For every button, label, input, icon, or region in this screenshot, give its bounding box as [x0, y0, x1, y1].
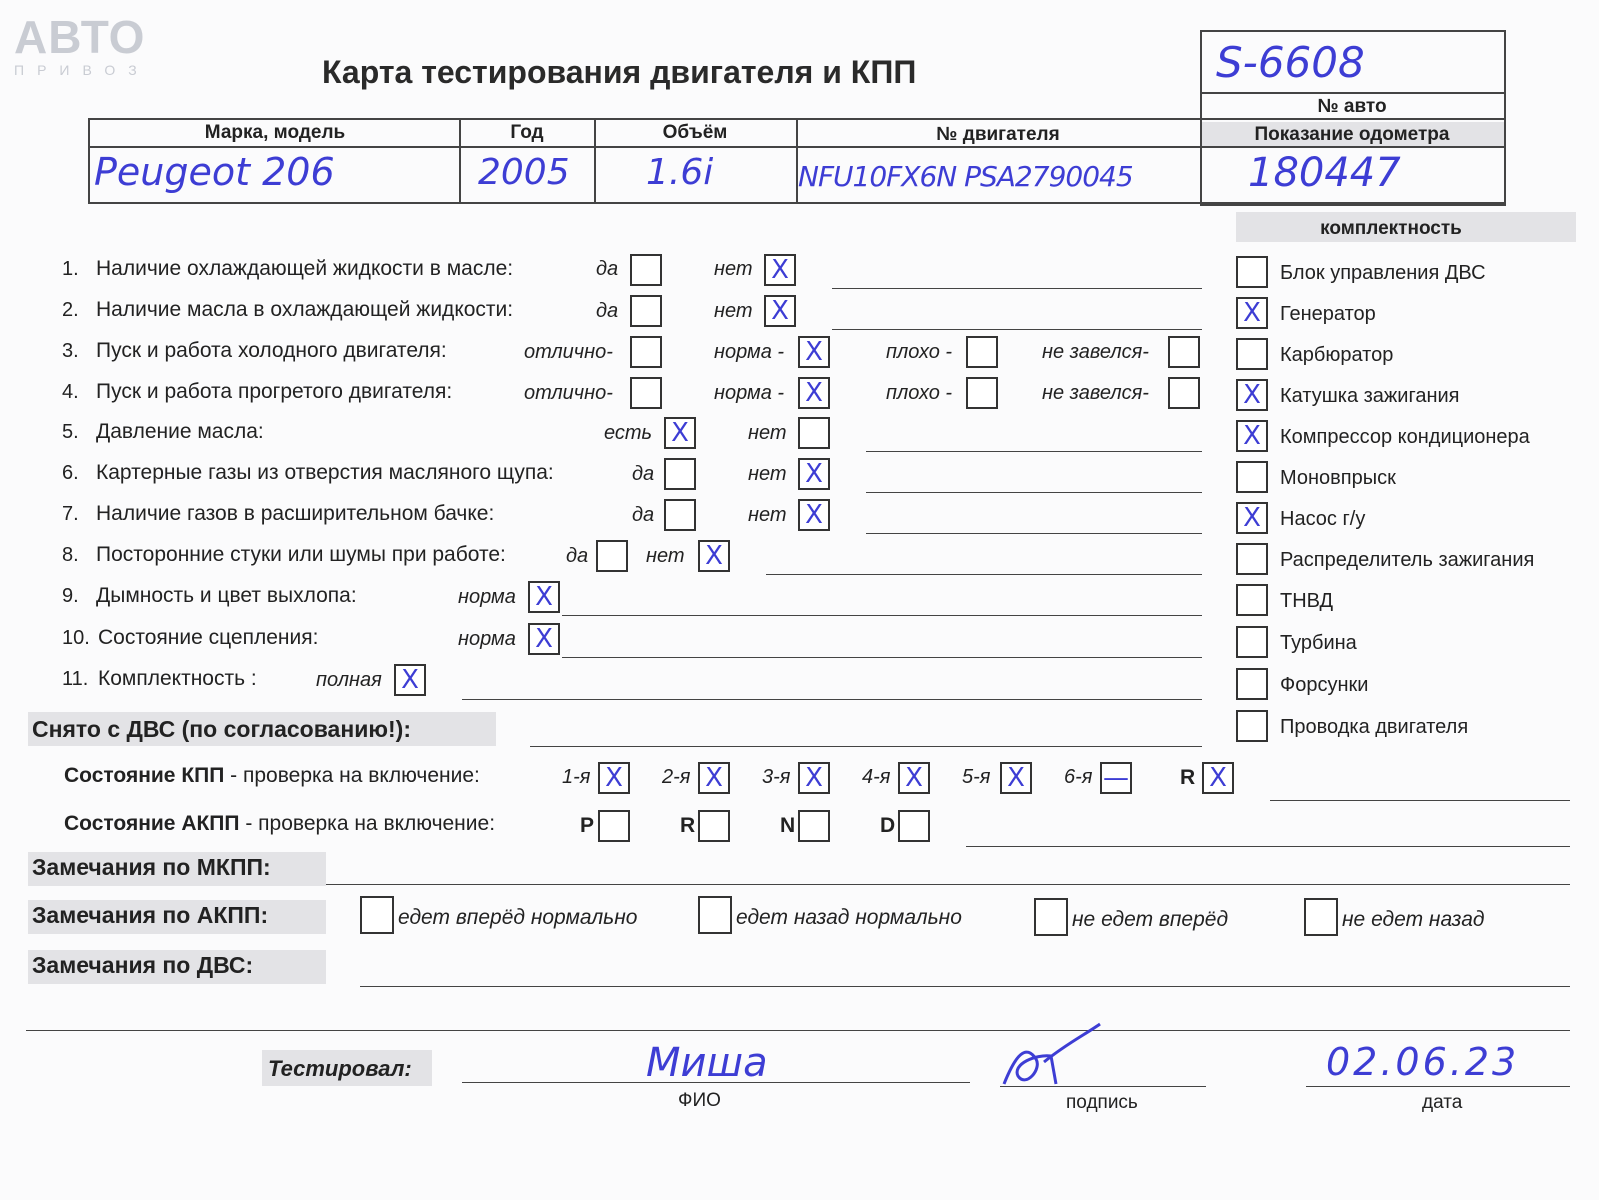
- car-number-value: S-6608: [1216, 38, 1365, 87]
- akpp-backward-ok-label: едет назад нормально: [736, 906, 962, 929]
- check-5-absent-checkbox[interactable]: [798, 417, 830, 449]
- check-3-opt-bad: плохо -: [886, 341, 953, 363]
- kpp-gear-5-label: 5-я: [962, 766, 991, 788]
- date-caption: дата: [1422, 1092, 1463, 1113]
- completeness-ps-pump-label: Насос г/у: [1280, 508, 1366, 530]
- divider: [1200, 92, 1504, 94]
- check-2-number: 2.: [62, 299, 79, 321]
- akpp-notes-line: [966, 846, 1570, 847]
- check-11-notes-line: [462, 699, 1202, 700]
- akpp-label-rest: - проверка на включение:: [239, 812, 496, 835]
- completeness-ecu-checkbox[interactable]: [1236, 256, 1268, 288]
- check-9-text: Дымность и цвет выхлопа:: [96, 584, 357, 607]
- completeness-carburetor-checkbox[interactable]: [1236, 338, 1268, 370]
- tested-label: Тестировал:: [268, 1056, 412, 1081]
- check-1-yes-checkbox[interactable]: [630, 254, 662, 286]
- check-11-text: Комплектность :: [98, 667, 257, 690]
- check-4-text: Пуск и работа прогретого двигателя:: [96, 380, 453, 403]
- check-10-notes-line: [562, 657, 1202, 658]
- completeness-carburetor-label: Карбюратор: [1280, 344, 1394, 366]
- kpp-label-rest: - проверка на включение:: [224, 764, 480, 787]
- model-value: Peugeot 206: [94, 150, 335, 194]
- check-3-no-start-checkbox[interactable]: [1168, 336, 1200, 368]
- removed-notes-line: [530, 746, 1202, 747]
- check-4-opt-excellent: отлично-: [524, 382, 613, 404]
- logo-main-text: АВТО: [14, 11, 146, 63]
- check-5-opt-present: есть: [604, 422, 653, 444]
- kpp-gear-6-label: 6-я: [1064, 766, 1093, 788]
- check-1-text: Наличие охлаждающей жидкости в масле:: [96, 257, 514, 280]
- name-caption: ФИО: [678, 1090, 721, 1111]
- completeness-mono-injection-checkbox[interactable]: [1236, 461, 1268, 493]
- check-mark: X: [1243, 503, 1261, 533]
- check-mark: X: [805, 500, 823, 530]
- check-4-opt-no-start: не завелся-: [1042, 382, 1149, 404]
- check-mark: X: [705, 763, 723, 793]
- check-mark: [1170, 338, 1198, 366]
- check-6-notes-line: [866, 492, 1202, 493]
- kpp-gear-5-checkbox[interactable]: [1000, 762, 1032, 794]
- check-mark: X: [1243, 380, 1261, 410]
- col-year-header: Год: [510, 122, 544, 143]
- kpp-notes-line: [1270, 800, 1570, 801]
- signature-caption: подпись: [1066, 1092, 1138, 1113]
- col-engine-header: № двигателя: [936, 124, 1060, 145]
- akpp-label: [64, 812, 495, 836]
- check-5-text: Давление масла:: [96, 420, 264, 443]
- completeness-injectors-checkbox[interactable]: [1236, 668, 1268, 700]
- remarks-dvs-label: Замечания по ДВС:: [32, 952, 254, 978]
- completeness-ignition-coil-label: Катушка зажигания: [1280, 385, 1460, 407]
- check-mark: [1238, 670, 1266, 698]
- check-5-present-checkbox[interactable]: [664, 417, 696, 449]
- check-mark: [1238, 586, 1266, 614]
- check-2-opt-no: нет: [714, 300, 753, 322]
- check-mark: [666, 460, 694, 488]
- check-3-text: Пуск и работа холодного двигателя:: [96, 339, 447, 362]
- completeness-fuel-pump-checkbox[interactable]: [1236, 584, 1268, 616]
- check-8-notes-line: [766, 574, 1202, 575]
- signature-image: [996, 1014, 1106, 1094]
- check-mark: [1238, 463, 1266, 491]
- check-mark: X: [401, 665, 419, 695]
- check-mark: [1238, 545, 1266, 573]
- check-9-notes-line: [562, 615, 1202, 616]
- check-8-yes-checkbox[interactable]: [596, 540, 628, 572]
- check-2-opt-yes: да: [596, 300, 619, 322]
- check-6-opt-no: нет: [748, 463, 787, 485]
- check-7-opt-no: нет: [748, 504, 787, 526]
- completeness-distributor-label: Распределитель зажигания: [1280, 549, 1535, 571]
- akpp-forward-ok-label: едет вперёд нормально: [398, 906, 638, 929]
- check-6-yes-checkbox[interactable]: [664, 458, 696, 490]
- check-mark: [1238, 258, 1266, 286]
- completeness-generator-label: Генератор: [1280, 303, 1376, 325]
- check-1-no-checkbox[interactable]: [764, 254, 796, 286]
- check-mark: —: [1103, 763, 1129, 793]
- check-5-notes-line: [866, 451, 1202, 452]
- check-mark: X: [1209, 763, 1227, 793]
- completeness-wiring-checkbox[interactable]: [1236, 710, 1268, 742]
- check-1-opt-yes: да: [596, 258, 619, 280]
- remarks-mkpp-label: Замечания по МКПП:: [32, 854, 271, 880]
- check-mark: X: [705, 541, 723, 571]
- check-mark: X: [1243, 421, 1261, 451]
- check-mark: [1170, 379, 1198, 407]
- check-2-yes-checkbox[interactable]: [630, 295, 662, 327]
- check-7-number: 7.: [62, 503, 79, 525]
- check-1-notes-line: [832, 288, 1202, 289]
- check-mark: [1238, 340, 1266, 368]
- check-mark: X: [805, 337, 823, 367]
- akpp-n-checkbox[interactable]: [798, 810, 830, 842]
- year-value: 2005: [478, 152, 570, 193]
- check-4-opt-bad: плохо -: [886, 382, 953, 404]
- check-7-notes-line: [866, 533, 1202, 534]
- kpp-gear-r-checkbox[interactable]: [1202, 762, 1234, 794]
- completeness-turbine-checkbox[interactable]: [1236, 626, 1268, 658]
- akpp-backward-ok-checkbox[interactable]: [698, 896, 732, 934]
- check-7-opt-yes: да: [632, 504, 655, 526]
- check-3-opt-normal: норма -: [714, 341, 785, 363]
- remarks-dvs-line-2: [26, 1030, 1570, 1031]
- kpp-gear-2-checkbox[interactable]: [698, 762, 730, 794]
- check-5-opt-absent: нет: [748, 422, 787, 444]
- kpp-gear-4-label: 4-я: [862, 766, 891, 788]
- odometer-value: 180447: [1248, 150, 1401, 196]
- check-1-opt-no: нет: [714, 258, 753, 280]
- kpp-gear-1-checkbox[interactable]: [598, 762, 630, 794]
- check-mark: [600, 812, 628, 840]
- check-mark: X: [805, 763, 823, 793]
- remarks-mkpp-line: [326, 884, 1570, 885]
- logo-sub-text: ПРИВОЗ: [14, 62, 150, 78]
- completeness-injectors-label: Форсунки: [1280, 674, 1369, 696]
- check-11-number: 11.: [62, 668, 89, 690]
- check-3-excellent-checkbox[interactable]: [630, 336, 662, 368]
- page-title: Карта тестирования двигателя и КПП: [322, 54, 917, 90]
- check-mark: X: [1007, 763, 1025, 793]
- check-mark: [800, 812, 828, 840]
- check-mark: X: [805, 459, 823, 489]
- check-6-no-checkbox[interactable]: [798, 458, 830, 490]
- check-mark: [666, 501, 694, 529]
- kpp-gear-3-label: 3-я: [762, 766, 791, 788]
- check-mark: [632, 297, 660, 325]
- check-10-normal-checkbox[interactable]: [528, 623, 560, 655]
- check-9-normal-checkbox[interactable]: [528, 581, 560, 613]
- tester-name-value: Миша: [646, 1040, 768, 1086]
- col-odometer-header: Показание одометра: [1254, 124, 1450, 145]
- completeness-ac-compressor-checkbox[interactable]: [1236, 420, 1268, 452]
- check-1-number: 1.: [62, 258, 79, 280]
- completeness-turbine-label: Турбина: [1280, 632, 1357, 654]
- check-10-opt-normal: норма: [458, 628, 516, 650]
- check-8-opt-no: нет: [646, 545, 685, 567]
- check-11-full-checkbox[interactable]: [394, 664, 426, 696]
- check-8-no-checkbox[interactable]: [698, 540, 730, 572]
- completeness-mono-injection-label: Моновпрыск: [1280, 467, 1396, 489]
- check-2-no-checkbox[interactable]: [764, 295, 796, 327]
- completeness-ps-pump-checkbox[interactable]: [1236, 502, 1268, 534]
- akpp-no-forward-checkbox[interactable]: [1034, 898, 1068, 936]
- check-mark: X: [805, 378, 823, 408]
- check-8-text: Посторонние стуки или шумы при работе:: [96, 543, 506, 566]
- akpp-d-label: D: [880, 814, 896, 837]
- check-7-text: Наличие газов в расширительном бачке:: [96, 502, 495, 525]
- completeness-title: комплектность: [1320, 218, 1462, 239]
- check-7-no-checkbox[interactable]: [798, 499, 830, 531]
- check-mark: X: [771, 255, 789, 285]
- check-mark: X: [535, 582, 553, 612]
- check-mark: [800, 419, 828, 447]
- check-mark: X: [1243, 298, 1261, 328]
- kpp-label-bold: Состояние КПП: [64, 764, 225, 787]
- check-mark: [968, 338, 996, 366]
- avto-privoz-logo: [14, 11, 150, 78]
- akpp-r-checkbox[interactable]: [698, 810, 730, 842]
- kpp-gear-r-label: R: [1180, 766, 1196, 789]
- completeness-generator-checkbox[interactable]: [1236, 297, 1268, 329]
- check-mark: [968, 379, 996, 407]
- check-9-opt-normal: норма: [458, 586, 516, 608]
- volume-value: 1.6i: [646, 152, 714, 193]
- check-6-number: 6.: [62, 462, 79, 484]
- akpp-no-backward-label: не едет назад: [1342, 908, 1485, 931]
- date-line: [1306, 1086, 1570, 1087]
- completeness-ac-compressor-label: Компрессор кондиционера: [1280, 426, 1530, 448]
- check-10-number: 10.: [62, 627, 90, 649]
- check-10-text: Состояние сцепления:: [98, 626, 319, 649]
- removed-label: Снято с ДВС (по согласованию!):: [32, 716, 411, 742]
- check-3-opt-excellent: отлично-: [524, 341, 613, 363]
- kpp-gear-4-checkbox[interactable]: [898, 762, 930, 794]
- check-mark: [1238, 628, 1266, 656]
- remarks-dvs-line: [360, 986, 1570, 987]
- check-7-yes-checkbox[interactable]: [664, 499, 696, 531]
- akpp-forward-ok-checkbox[interactable]: [360, 896, 394, 934]
- akpp-p-checkbox[interactable]: [598, 810, 630, 842]
- akpp-p-label: P: [580, 814, 595, 837]
- engine-number-value: NFU10FX6N PSA2790045: [798, 160, 1133, 193]
- kpp-gear-3-checkbox[interactable]: [798, 762, 830, 794]
- date-value: 02.06.23: [1326, 1040, 1520, 1084]
- check-8-number: 8.: [62, 544, 79, 566]
- check-3-opt-no-start: не завелся-: [1042, 341, 1149, 363]
- completeness-ignition-coil-checkbox[interactable]: [1236, 379, 1268, 411]
- check-4-opt-normal: норма -: [714, 382, 785, 404]
- check-11-opt-full: полная: [316, 669, 382, 691]
- check-mark: X: [905, 763, 923, 793]
- check-mark: [1238, 712, 1266, 740]
- check-2-notes-line: [832, 329, 1202, 330]
- remarks-akpp-label: Замечания по АКПП:: [32, 902, 269, 928]
- akpp-no-forward-label: не едет вперёд: [1072, 908, 1229, 931]
- check-9-number: 9.: [62, 585, 79, 607]
- check-mark: [632, 338, 660, 366]
- check-8-opt-yes: да: [566, 545, 589, 567]
- completeness-ecu-label: Блок управления ДВС: [1280, 262, 1486, 284]
- check-3-bad-checkbox[interactable]: [966, 336, 998, 368]
- check-6-text: Картерные газы из отверстия масляного щупа:: [96, 461, 554, 484]
- check-mark: X: [535, 624, 553, 654]
- check-mark: [632, 256, 660, 284]
- check-3-number: 3.: [62, 340, 79, 362]
- check-4-no-start-checkbox[interactable]: [1168, 377, 1200, 409]
- akpp-n-label: N: [780, 814, 796, 837]
- akpp-label-bold: Состояние АКПП: [64, 812, 240, 835]
- check-4-normal-checkbox[interactable]: [798, 377, 830, 409]
- completeness-distributor-checkbox[interactable]: [1236, 543, 1268, 575]
- kpp-gear-2-label: 2-я: [662, 766, 691, 788]
- check-4-bad-checkbox[interactable]: [966, 377, 998, 409]
- check-4-excellent-checkbox[interactable]: [630, 377, 662, 409]
- akpp-no-backward-checkbox[interactable]: [1304, 898, 1338, 936]
- kpp-gear-1-label: 1-я: [562, 766, 591, 788]
- akpp-r-label: R: [680, 814, 696, 837]
- car-number-label: № авто: [1317, 96, 1387, 117]
- col-model-header: Марка, модель: [204, 122, 346, 143]
- check-mark: [700, 812, 728, 840]
- kpp-label: [64, 764, 480, 788]
- check-mark: [900, 812, 928, 840]
- completeness-fuel-pump-label: ТНВД: [1280, 590, 1334, 612]
- check-4-number: 4.: [62, 381, 79, 403]
- check-3-normal-checkbox[interactable]: [798, 336, 830, 368]
- completeness-wiring-label: Проводка двигателя: [1280, 716, 1469, 738]
- check-mark: [632, 379, 660, 407]
- akpp-d-checkbox[interactable]: [898, 810, 930, 842]
- check-2-text: Наличие масла в охлаждающей жидкости:: [96, 298, 514, 321]
- col-volume-header: Объём: [662, 122, 728, 143]
- check-mark: X: [605, 763, 623, 793]
- check-mark: [598, 542, 626, 570]
- check-mark: X: [771, 296, 789, 326]
- check-6-opt-yes: да: [632, 463, 655, 485]
- check-5-number: 5.: [62, 421, 79, 443]
- check-mark: X: [671, 418, 689, 448]
- kpp-gear-6-checkbox[interactable]: [1100, 762, 1132, 794]
